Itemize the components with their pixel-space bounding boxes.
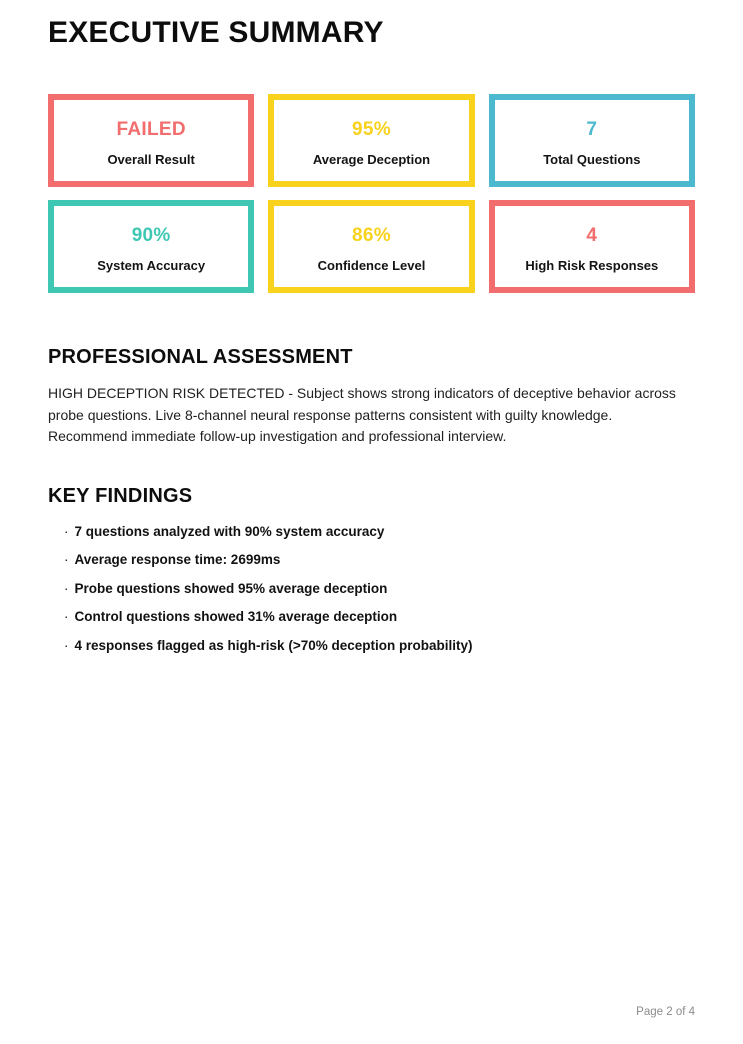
page-number: Page 2 of 4 bbox=[636, 1006, 695, 1018]
stat-label: Overall Result bbox=[107, 151, 195, 167]
bullet-icon: · bbox=[64, 552, 69, 567]
bullet-icon: · bbox=[64, 609, 69, 624]
assessment-body-text: HIGH DECEPTION RISK DETECTED - Subject shows strong indicators of deceptive behavior across probe questions. Live 8-channel neural response patterns consistent with guilty knowledge. Recommend immediate follow-up investigation and professional interview. bbox=[48, 385, 676, 444]
assessment-section-heading: PROFESSIONAL ASSESSMENT bbox=[48, 346, 353, 368]
finding-text: 4 responses flagged as high-risk (>70% deception probability) bbox=[74, 637, 473, 653]
finding-item bbox=[64, 610, 695, 624]
findings-section-heading: KEY FINDINGS bbox=[48, 484, 193, 507]
finding-text: Probe questions showed 95% average deception bbox=[74, 580, 388, 596]
stat-value: 7 bbox=[586, 118, 598, 140]
stat-card-average-deception bbox=[268, 94, 474, 187]
finding-item bbox=[64, 553, 695, 567]
stat-card-high-risk-responses bbox=[489, 200, 695, 293]
stat-value: 95% bbox=[352, 118, 391, 140]
summary-stat-cards bbox=[48, 94, 695, 293]
stat-value: FAILED bbox=[116, 118, 186, 140]
finding-text: Average response time: 2699ms bbox=[74, 552, 281, 567]
page-title: EXECUTIVE SUMMARY bbox=[48, 16, 384, 49]
stat-card-overall-result bbox=[48, 94, 254, 187]
stat-value: 90% bbox=[131, 224, 171, 246]
stat-label: Average Deception bbox=[312, 151, 431, 167]
bullet-icon: · bbox=[64, 523, 69, 539]
stat-label: System Accuracy bbox=[97, 257, 206, 273]
finding-item bbox=[64, 525, 695, 539]
finding-item bbox=[64, 639, 695, 653]
bullet-icon: · bbox=[64, 637, 69, 653]
stat-value: 86% bbox=[352, 224, 391, 246]
finding-text: Control questions showed 31% average deception bbox=[74, 609, 398, 624]
stat-value: 4 bbox=[586, 224, 598, 246]
stat-label: Confidence Level bbox=[317, 257, 426, 273]
stat-card-system-accuracy bbox=[48, 200, 254, 293]
bullet-icon: · bbox=[64, 580, 69, 596]
stat-label: High Risk Responses bbox=[525, 257, 659, 273]
stat-label: Total Questions bbox=[543, 151, 641, 167]
finding-text: 7 questions analyzed with 90% system accuracy bbox=[74, 523, 385, 539]
findings-list bbox=[48, 525, 695, 653]
stat-card-total-questions bbox=[489, 94, 695, 187]
stat-card-confidence-level bbox=[268, 200, 474, 293]
finding-item bbox=[64, 582, 695, 596]
